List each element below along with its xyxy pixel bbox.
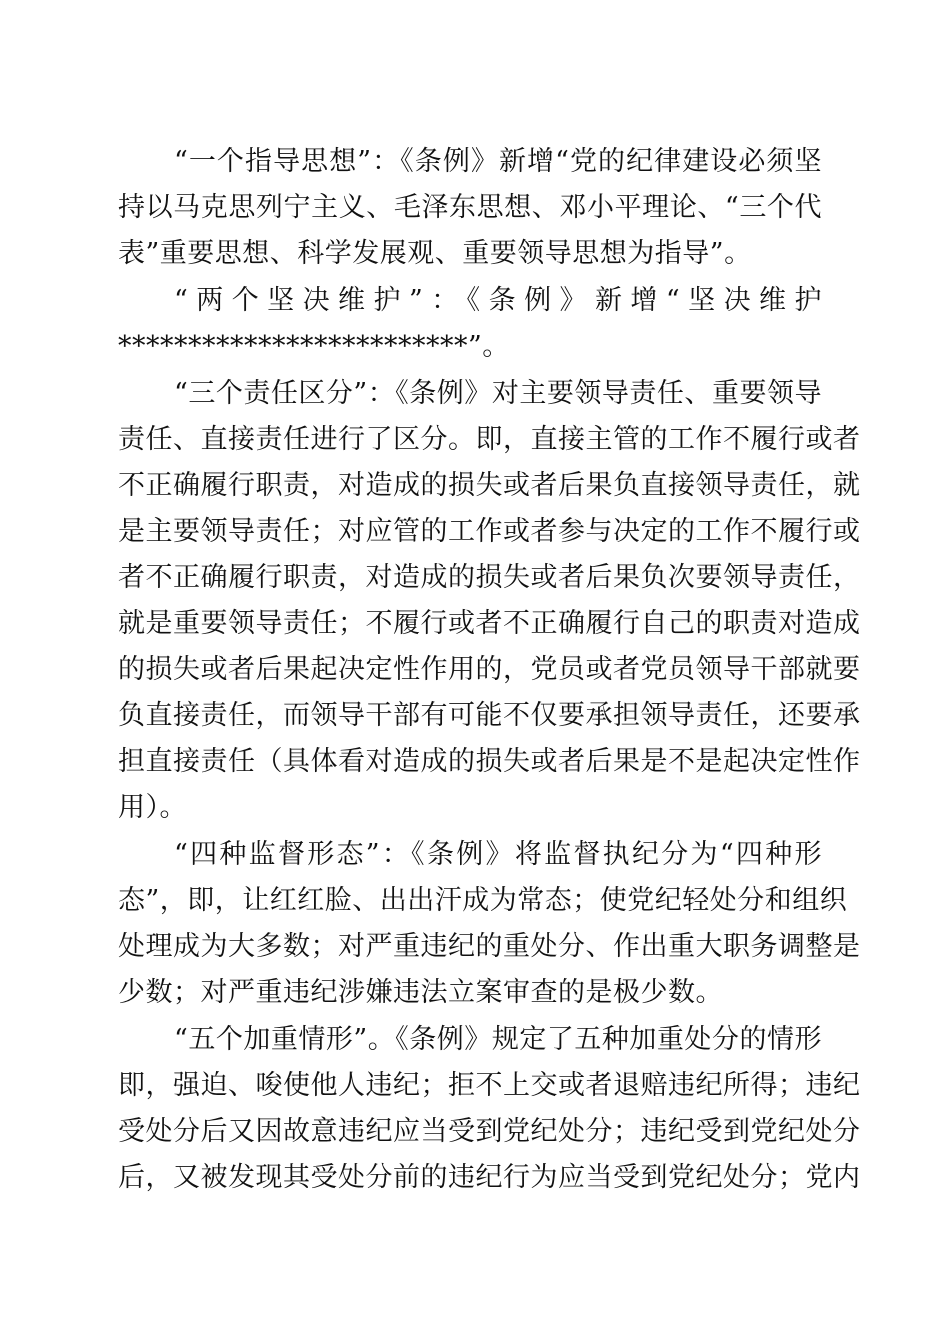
paragraph-line: “两个坚决维护”：《条例》新增“坚决维护 <box>174 285 822 316</box>
paragraph-line: 持以马克思列宁主义、毛泽东思想、邓小平理论、“三个代 <box>118 192 822 223</box>
paragraph-line: 表”重要思想、科学发展观、重要领导思想为指导”。 <box>118 238 752 269</box>
paragraph-line: 责任、直接责任进行了区分。即，直接主管的工作不履行或者 <box>118 424 861 455</box>
paragraph-line: 态”，即，让红红脸、出出汗成为常态；使党纪轻处分和组织 <box>118 885 848 916</box>
paragraph-line: *************************”。 <box>118 331 510 362</box>
paragraph-line: 不正确履行职责，对造成的损失或者后果负直接领导责任，就 <box>118 470 861 501</box>
paragraph-line: 是主要领导责任；对应管的工作或者参与决定的工作不履行或 <box>118 516 861 547</box>
paragraph-line: 就是重要领导责任；不履行或者不正确履行自己的职责对造成 <box>118 608 861 639</box>
paragraph-line: 后，又被发现其受处分前的违纪行为应当受到党纪处分；党内 <box>118 1162 861 1193</box>
paragraph-line: 少数；对严重违纪涉嫌违法立案审查的是极少数。 <box>118 977 723 1008</box>
paragraph-line: “三个责任区分”：《条例》对主要领导责任、重要领导 <box>174 378 822 409</box>
paragraph-line: 即，强迫、唆使他人违纪；拒不上交或者退赔违纪所得；违纪 <box>118 1070 861 1101</box>
paragraph-line: 的损失或者后果起决定性作用的，党员或者党员领导干部就要 <box>118 654 861 685</box>
paragraph-line: 担直接责任（具体看对造成的损失或者后果是不是起决定性作 <box>118 746 861 777</box>
paragraph-line: “五个加重情形”。《条例》规定了五种加重处分的情形 <box>174 1024 822 1055</box>
paragraph-line: 处理成为大多数；对严重违纪的重处分、作出重大职务调整是 <box>118 931 861 962</box>
paragraph-line: 者不正确履行职责，对造成的损失或者后果负次要领导责任， <box>118 562 861 593</box>
paragraph-line: “四种监督形态”：《条例》将监督执纪分为“四种形 <box>174 839 822 870</box>
paragraph-line: “一个指导思想”：《条例》新增“党的纪律建设必须坚 <box>174 146 822 177</box>
paragraph-line: 用）。 <box>118 792 187 823</box>
paragraph-line: 负直接责任，而领导干部有可能不仅要承担领导责任，还要承 <box>118 700 861 731</box>
paragraph-line: 受处分后又因故意违纪应当受到党纪处分；违纪受到党纪处分 <box>118 1116 861 1147</box>
